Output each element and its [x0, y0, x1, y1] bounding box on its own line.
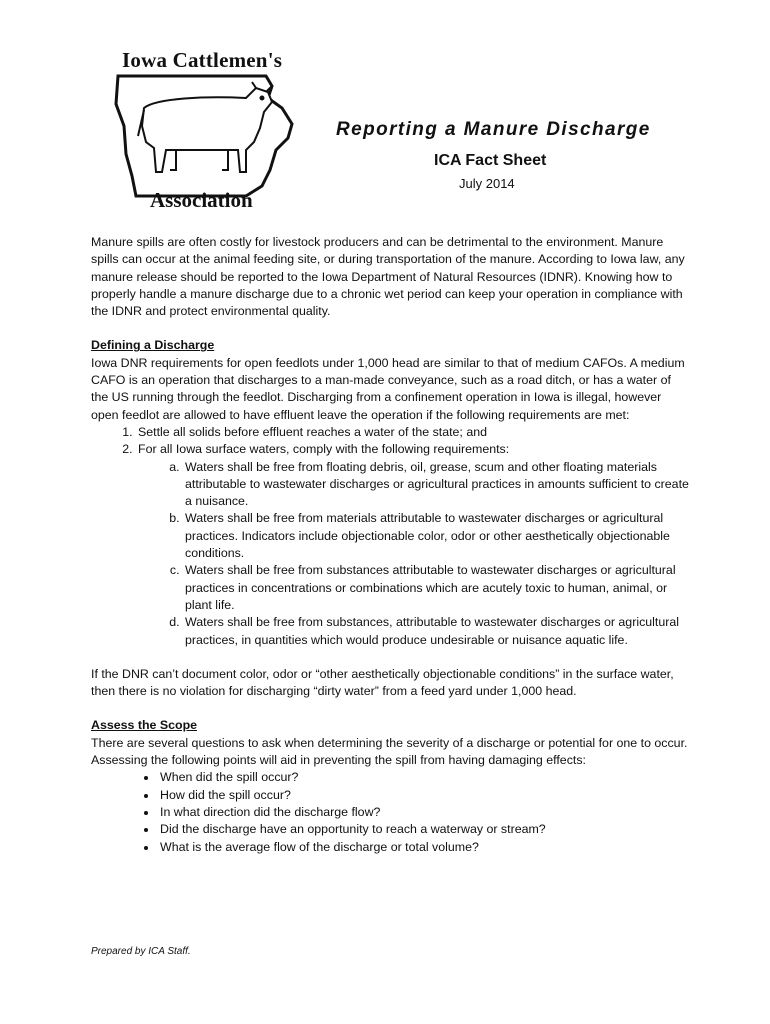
document-date: July 2014: [459, 176, 515, 191]
sublist-item: a. Waters shall be free from floating debris, oil, grease, scum and other floating materials attributable to wastewater discharges or agricultural practices in amounts sufficient to create a nuisance.: [183, 459, 691, 511]
document-body: [91, 234, 691, 856]
closing-paragraph: If the DNR can’t document color, odor or “other aesthetically objectionable conditions” in the surface water, then there is no violation for discharging “dirty water” from a feed yard under 1,000 head.: [91, 666, 674, 699]
logo-bottom-text: Association: [150, 188, 253, 212]
scope-questions-list: [91, 769, 691, 855]
bullet-item: • When did the spill occur?: [158, 769, 691, 786]
sublist-item: c. Waters shall be free from substances attributable to wastewater discharges or agricultural practices in concentrations or combinations which are acutely toxic to human, animal, or plant life.: [183, 562, 691, 614]
section-paragraph-scope: There are several questions to ask when determining the severity of a discharge or potential for one to occur. Assessing the following points will aid in preventing the spill from having damaging effects:: [91, 735, 688, 768]
intro-paragraph: Manure spills are often costly for livestock producers and can be detrimental to the environment. Manure spills can occur at the animal feeding site, or during transportation of the manure. According to Iowa law, any manure release should be reported to the Iowa Department of Natural Resources (IDNR). Knowing how to properly handle a manure discharge due to a chronic wet period can keep your operation in compliance with the IDNR and protect environmental quality.: [91, 235, 685, 319]
bullet-item: • Did the discharge have an opportunity to reach a waterway or stream?: [158, 821, 691, 838]
document-subtitle: ICA Fact Sheet: [434, 152, 547, 169]
section-heading-scope: Assess the Scope: [91, 718, 198, 733]
section-heading-defining: Defining a Discharge: [91, 338, 215, 353]
list-item: [136, 441, 691, 649]
section-paragraph-defining: Iowa DNR requirements for open feedlots under 1,000 head are similar to that of medium CAFOs. A medium CAFO is an operation that discharges to a man-made conveyance, such as a road ditch, or has a water of the US running through the feedlot. Discharging from a confinement operation in Iowa is illegal, however open feedlot are allowed to have effluent leave the operation if the following requirements are met:: [91, 355, 685, 422]
requirements-list: [91, 424, 691, 649]
document-title: Reporting a Manure Discharge: [336, 119, 651, 140]
list-item: 1. Settle all solids before effluent reaches a water of the state; and: [136, 424, 691, 441]
surface-water-sublist: [138, 459, 691, 649]
bullet-item: • In what direction did the discharge flow?: [158, 804, 691, 821]
logo-top-text: Iowa Cattlemen's: [122, 48, 283, 72]
list-item-text: For all Iowa surface waters, comply with the following requirements:: [138, 442, 510, 457]
sublist-item: b. Waters shall be free from materials attributable to wastewater discharges or agricultural practices. Indicators include objectionable color, odor or other aesthetically objectionable conditions.: [183, 510, 691, 562]
bullet-item: • How did the spill occur?: [158, 787, 691, 804]
sublist-item: d. Waters shall be free from substances, attributable to wastewater discharges or agricultural practices, in quantities which would produce undesirable or nuisance aquatic life.: [183, 614, 691, 649]
footer-credit: Prepared by ICA Staff.: [91, 946, 191, 957]
bullet-item: • What is the average flow of the discharge or total volume?: [158, 839, 691, 856]
